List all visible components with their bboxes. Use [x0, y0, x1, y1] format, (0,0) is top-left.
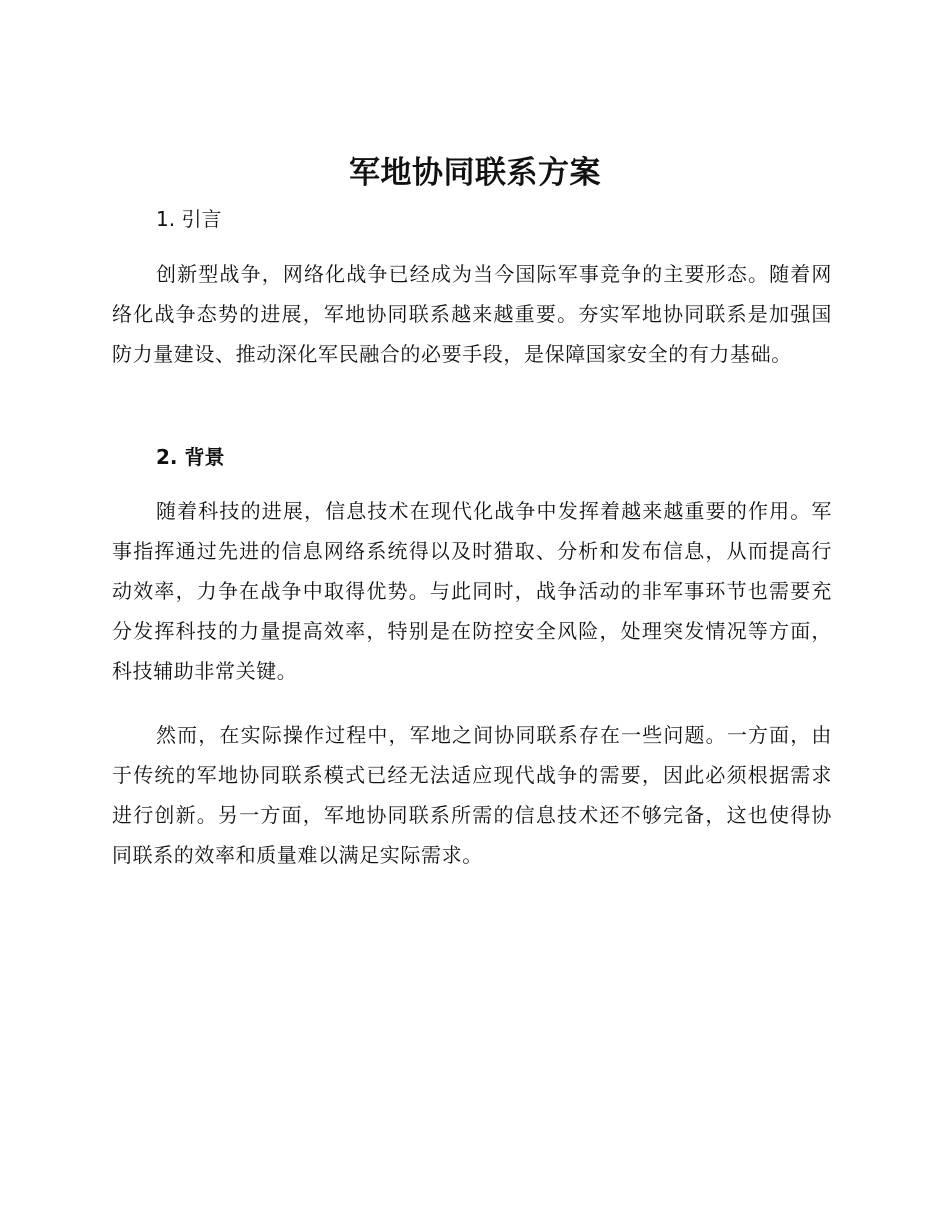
- section-heading-background: 2. 背景: [156, 445, 225, 469]
- section-heading-introduction: 1. 引言: [156, 207, 222, 231]
- page-title: 军地协同联系方案: [349, 155, 601, 191]
- paragraph-introduction: 创新型战争，网络化战争已经成为当今国际军事竞争的主要形态。随着网络化战争态势的进展，军地协同联系越来越重要。夯实军地协同联系是加强国防力量建设、推动深化军民融合的必要手段，是保障国家安全的有力基础。: [112, 262, 832, 366]
- paragraph-background-1: 随着科技的进展，信息技术在现代化战争中发挥着越来越重要的作用。军事指挥通过先进的信息网络系统得以及时猎取、分析和发布信息，从而提高行动效率，力争在战争中取得优势。与此同时，战争活动的非军事环节也需要充分发挥科技的力量提高效率，特别是在防控安全风险，处理突发情况等方面，科技辅助非常关键。: [112, 499, 832, 683]
- paragraph-background-2: 然而，在实际操作过程中，军地之间协同联系存在一些问题。一方面，由于传统的军地协同联系模式已经无法适应现代战争的需要，因此必须根据需求进行创新。另一方面，军地协同联系所需的信息技术还不够完备，这也使得协同联系的效率和质量难以满足实际需求。: [112, 723, 832, 867]
